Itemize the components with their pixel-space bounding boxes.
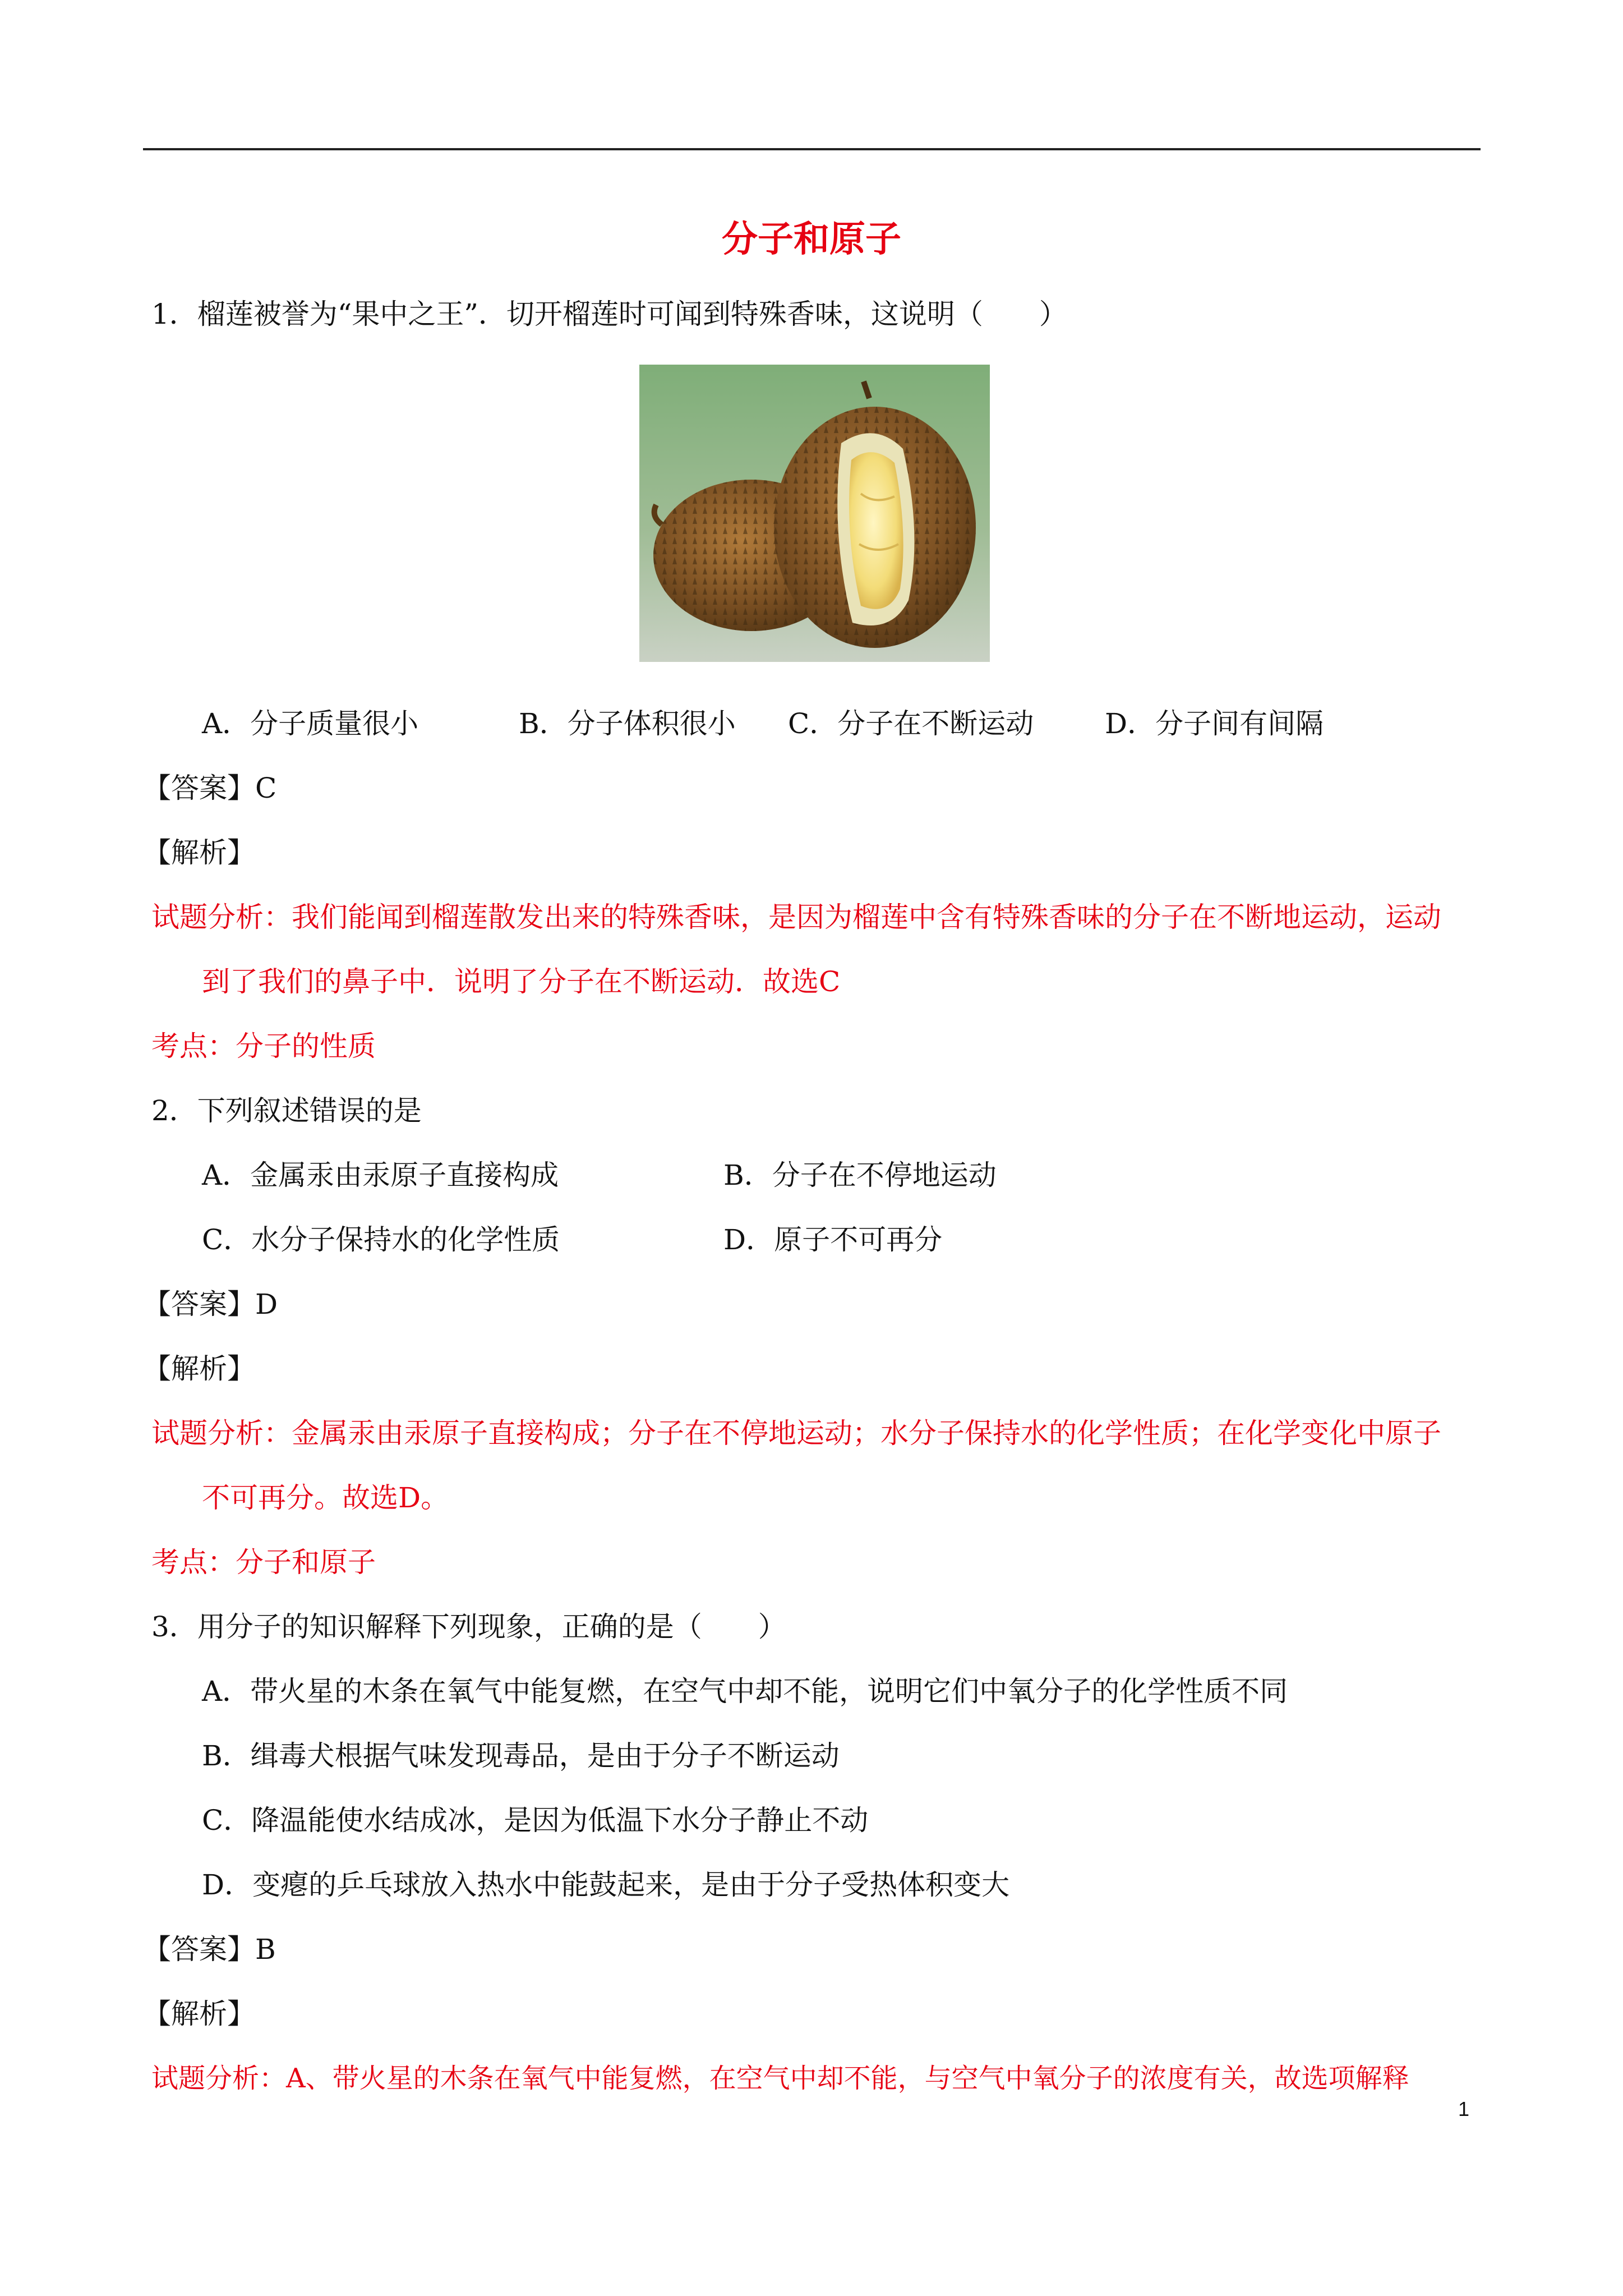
q3-option-a: A．带火星的木条在氧气中能复燃，在空气中却不能，说明它们中氧分子的化学性质不同	[202, 1675, 1288, 1708]
q1-option-b: B．分子体积很小	[519, 707, 736, 740]
q2-analysis-label: 【解析】	[143, 1352, 255, 1385]
durian-image	[639, 365, 990, 662]
q1-analysis-line2: 到了我们的鼻子中．说明了分子在不断运动．故选C	[202, 965, 841, 998]
q1-analysis-label: 【解析】	[143, 836, 255, 869]
page-number: 1	[1458, 2097, 1470, 2120]
q3-answer: 【答案】B	[143, 1933, 276, 1966]
q3-stem: 3．用分子的知识解释下列现象，正确的是（ ）	[151, 1611, 786, 1643]
page-title: 分子和原子	[722, 218, 901, 260]
q3-option-b: B．缉毒犬根据气味发现毒品，是由于分子不断运动	[202, 1740, 840, 1772]
q1-stem: 1．榴莲被誉为“果中之王”．切开榴莲时可闻到特殊香味，这说明（ ）	[151, 298, 1067, 330]
q1-option-d: D．分子间有间隔	[1105, 707, 1324, 740]
q2-option-c: C．水分子保持水的化学性质	[202, 1223, 560, 1256]
q2-answer: 【答案】D	[143, 1288, 278, 1320]
q3-option-c: C．降温能使水结成冰，是因为低温下水分子静止不动	[202, 1804, 869, 1837]
q1-option-a: A．分子质量很小	[202, 707, 419, 740]
q3-analysis-line1: 试题分析：A、带火星的木条在氧气中能复燃，在空气中却不能，与空气中氧分子的浓度有关，故选项解释	[151, 2063, 1409, 2094]
q2-analysis-line1: 试题分析：金属汞由汞原子直接构成；分子在不停地运动；水分子保持水的化学性质；在化学变化中原子	[151, 1417, 1441, 1450]
q1-option-c: C．分子在不断运动	[788, 707, 1034, 740]
q1-point: 考点：分子的性质	[151, 1030, 376, 1062]
q1-analysis-line1: 试题分析：我们能闻到榴莲散发出来的特殊香味，是因为榴莲中含有特殊香味的分子在不断地运动，运动	[151, 901, 1441, 933]
q1-answer: 【答案】C	[143, 772, 277, 804]
q2-option-a: A．金属汞由汞原子直接构成	[202, 1159, 559, 1191]
q3-analysis-label: 【解析】	[143, 1998, 255, 2030]
q2-stem: 2．下列叙述错误的是	[151, 1094, 422, 1127]
durian-icon	[639, 365, 990, 662]
q2-point: 考点：分子和原子	[151, 1546, 376, 1579]
q2-analysis-line2: 不可再分。故选D。	[202, 1481, 449, 1514]
q2-option-b: B．分子在不停地运动	[723, 1159, 997, 1191]
q2-option-d: D．原子不可再分	[723, 1223, 943, 1256]
header-rule	[143, 148, 1481, 150]
q3-option-d: D．变瘪的乒乓球放入热水中能鼓起来，是由于分子受热体积变大	[202, 1869, 1010, 1901]
